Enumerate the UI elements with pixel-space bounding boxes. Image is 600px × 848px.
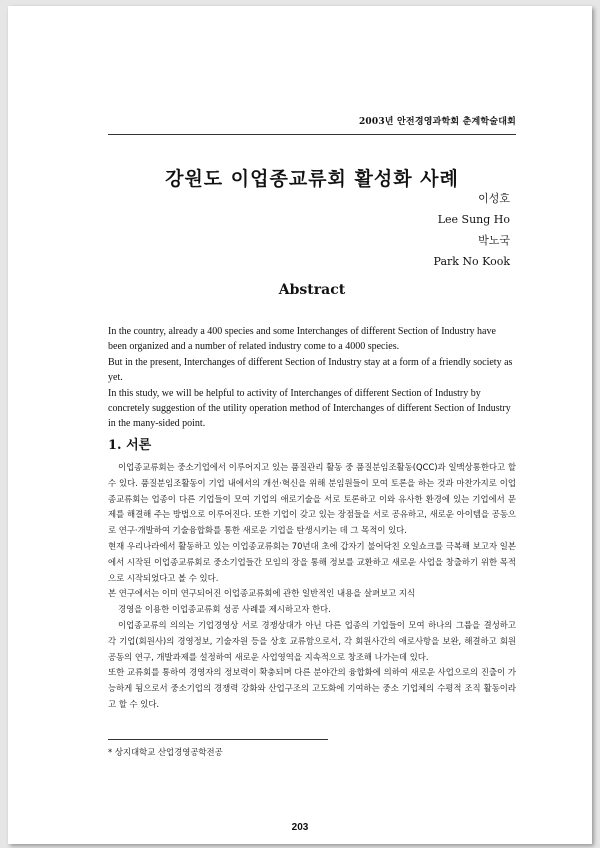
section-body-introduction [108, 460, 516, 713]
header-divider [108, 134, 516, 135]
abstract-heading: Abstract [278, 282, 346, 298]
footnote-divider [108, 739, 328, 740]
body-paragraph: 경영을 이용한 이업종교류회 성공 사례를 제시하고자 한다. [118, 604, 331, 615]
author-korean-2: 박노국 [478, 234, 510, 247]
conference-header: 2003년 안전경영과학회 춘계학술대회 [358, 117, 516, 127]
section-heading-introduction: 1. 서론 [108, 438, 152, 453]
abstract-paragraph: But in the present, Interchanges of different Section of Industry stay at a form of a friendly society as yet. [108, 356, 513, 384]
abstract-paragraph: In this study, we will be helpful to activity of Interchanges of different Section of Industry by concretely suggestion of the utility operation method of Interchanges of different Section of Industry in the many-sided point. [108, 387, 511, 430]
body-paragraph: 또한 교류회를 통하여 경영자의 정보력이 확충되며 다른 분야간의 융합화에 의하여 새로운 사업으로의 진출이 가능하게 됨으로서 중소기업의 경쟁력 강화와 산업구조의 고도화에 기여하는 중소 기업체의 수평적 조직 활동이라고 할 수 있다. [108, 667, 516, 709]
author-korean-1: 이성호 [478, 192, 510, 205]
footnote: * 상지대학교 산업경영공학전공 [108, 747, 223, 757]
abstract-body [108, 324, 516, 432]
page-number: 203 [291, 822, 309, 833]
body-paragraph: 현재 우리나라에서 활동하고 있는 이업종교류회는 70년대 초에 갑자기 불어닥친 오일쇼크를 극복해 보고자 일본에서 시작된 이업종교류회로 중소기업들간 모임의 장을 통해 정보를 교환하고 새로운 사업을 창출하기 위한 목적으로 시작되었다고 볼 수 있다. [108, 540, 516, 583]
body-paragraph: 이업종교류의 의의는 기업경영상 서로 경쟁상대가 아닌 다른 업종의 기업들이 모여 하나의 그룹을 결성하고 각 기업(회원사)의 경영정보, 기술자원 등을 상호 교류함으로서, 각 회원사간의 애로사항을 보완, 해결하고 회원 공동의 연구, 개발과제를 설정하여 새로운 사업영역을 지속적으로 창조해 나가는데 있다. [108, 619, 516, 662]
body-paragraph: 이업종교류회는 중소기업에서 이루어지고 있는 품질관리 활동 중 품질분임조활동(QCC)과 일맥상통한다고 할 수 있다. 품질분임조활동이 기업 내에서의 개선·혁신을 위해 분임원들이 모여 토론을 하는 것과 마찬가지로 이업종교류회는 업종이 다른 기업들이 모여 기업의 애로기술을 서로 토론하고 이와 유사한 환경에 있는 기업에서 문제를 해결해 주는 방법으로 이루어진다. 또한 기업이 갖고 있는 장점들을 서로 공유하고, 새로운 아이템을 공동으로 연구·개발하여 기술융합화를 통한 새로운 기업을 탄생시키는 데 그 목적이 있다. [108, 462, 516, 536]
body-paragraph: 본 연구에서는 이미 연구되어진 이업종교류회에 관한 일반적인 내용을 살펴보고 지식 [108, 588, 416, 599]
paper-page [8, 6, 592, 844]
author-block [310, 188, 510, 272]
paper-title: 강원도 이업종교류회 활성화 사례 [165, 168, 459, 190]
abstract-paragraph: In the country, already a 400 species and some Interchanges of different Section of Industry have been organized and a number of related industry come to a 4000 species. [108, 326, 496, 353]
author-english-2: Park No Kook [433, 255, 510, 268]
author-english-1: Lee Sung Ho [437, 213, 510, 226]
